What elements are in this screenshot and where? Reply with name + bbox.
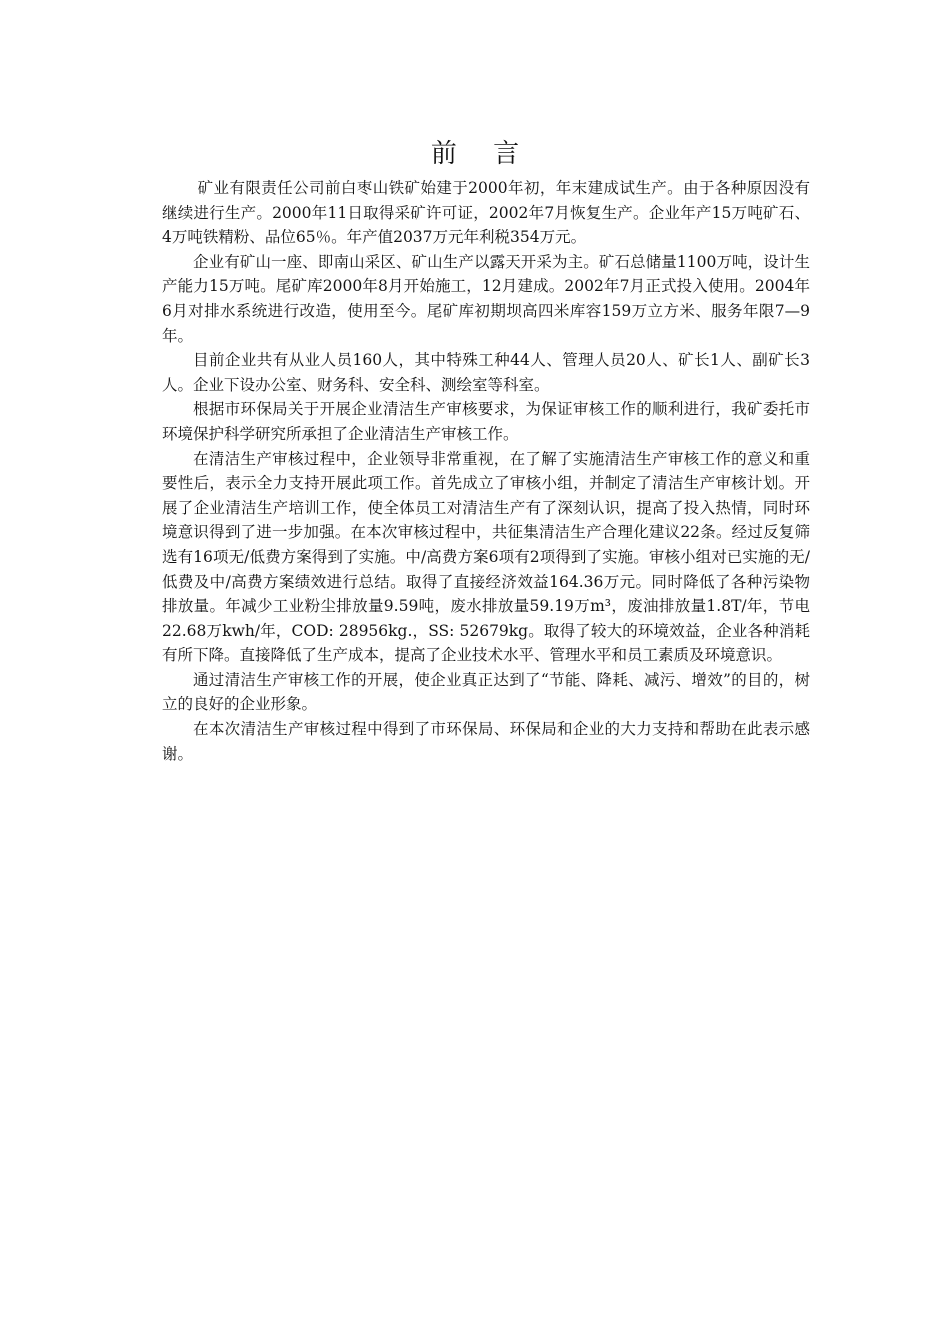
paragraph-thanks: 在本次清洁生产审核过程中得到了市环保局、环保局和企业的大力支持和帮助在此表示感谢。 <box>162 720 810 763</box>
paragraph-mine-overview: 企业有矿山一座、即南山采区、矿山生产以露天开采为主。矿石总储量1100万吨，设计生产能力15万吨。尾矿库2000年8月开始施工，12月建成。2002年7月正式投入使用。2004年6月对排水系统进行改造，使用至今。尾矿库初期坝高四米库容159万立方米、服务年限7—9年。 <box>162 252 810 345</box>
paragraph-staff: 目前企业共有从业人员160人，其中特殊工种44人、管理人员20人、矿长1人、副矿长3人。企业下设办公室、财务科、安全科、测绘室等科室。 <box>162 351 810 394</box>
paragraph-goals: 通过清洁生产审核工作的开展，使企业真正达到了“节能、降耗、减污、增效”的目的，树立的良好的企业形象。 <box>162 670 810 714</box>
page-title: 前 言 <box>430 139 534 169</box>
paragraph-company-history: 矿业有限责任公司前白枣山铁矿始建于2000年初，年末建成试生产。由于各种原因没有继续进行生产。2000年11日取得采矿许可证，2002年7月恢复生产。企业年产15万吨矿石、4万吨铁精粉、品位65％。年产值2037万元年利税354万元。 <box>162 179 810 247</box>
document-body <box>162 176 810 766</box>
paragraph-audit-results: 在清洁生产审核过程中，企业领导非常重视，在了解了实施清洁生产审核工作的意义和重要性后，表示全力支持开展此项工作。首先成立了审核小组，并制定了清洁生产审核计划。开展了企业清洁生产培训工作，使全体员工对清洁生产有了深刻认识，提高了投入热情，同时环境意识得到了进一步加强。在本次审核过程中，共征集清洁生产合理化建议22条。经过反复筛选有16项无/低费方案得到了实施。中/高费方案6项有2项得到了实施。审核小组对已实施的无/低费及中/高费方案绩效进行总结。取得了直接经济效益164.36万元。同时降低了各种污染物排放量。年减少工业粉尘排放量9.59吨，废水排放量59.19万m³，废油排放量1.8T/年，节电22.68万kwh/年，COD: 28956kg.，SS: 52679kg。取得了较大的环境效益，企业各种消耗有所下降。直接降低了生产成本，提高了企业技术水平、管理水平和员工素质及环境意识。 <box>162 449 810 665</box>
paragraph-audit-request: 根据市环保局关于开展企业清洁生产审核要求，为保证审核工作的顺利进行，我矿委托市环境保护科学研究所承担了企业清洁生产审核工作。 <box>162 400 810 443</box>
